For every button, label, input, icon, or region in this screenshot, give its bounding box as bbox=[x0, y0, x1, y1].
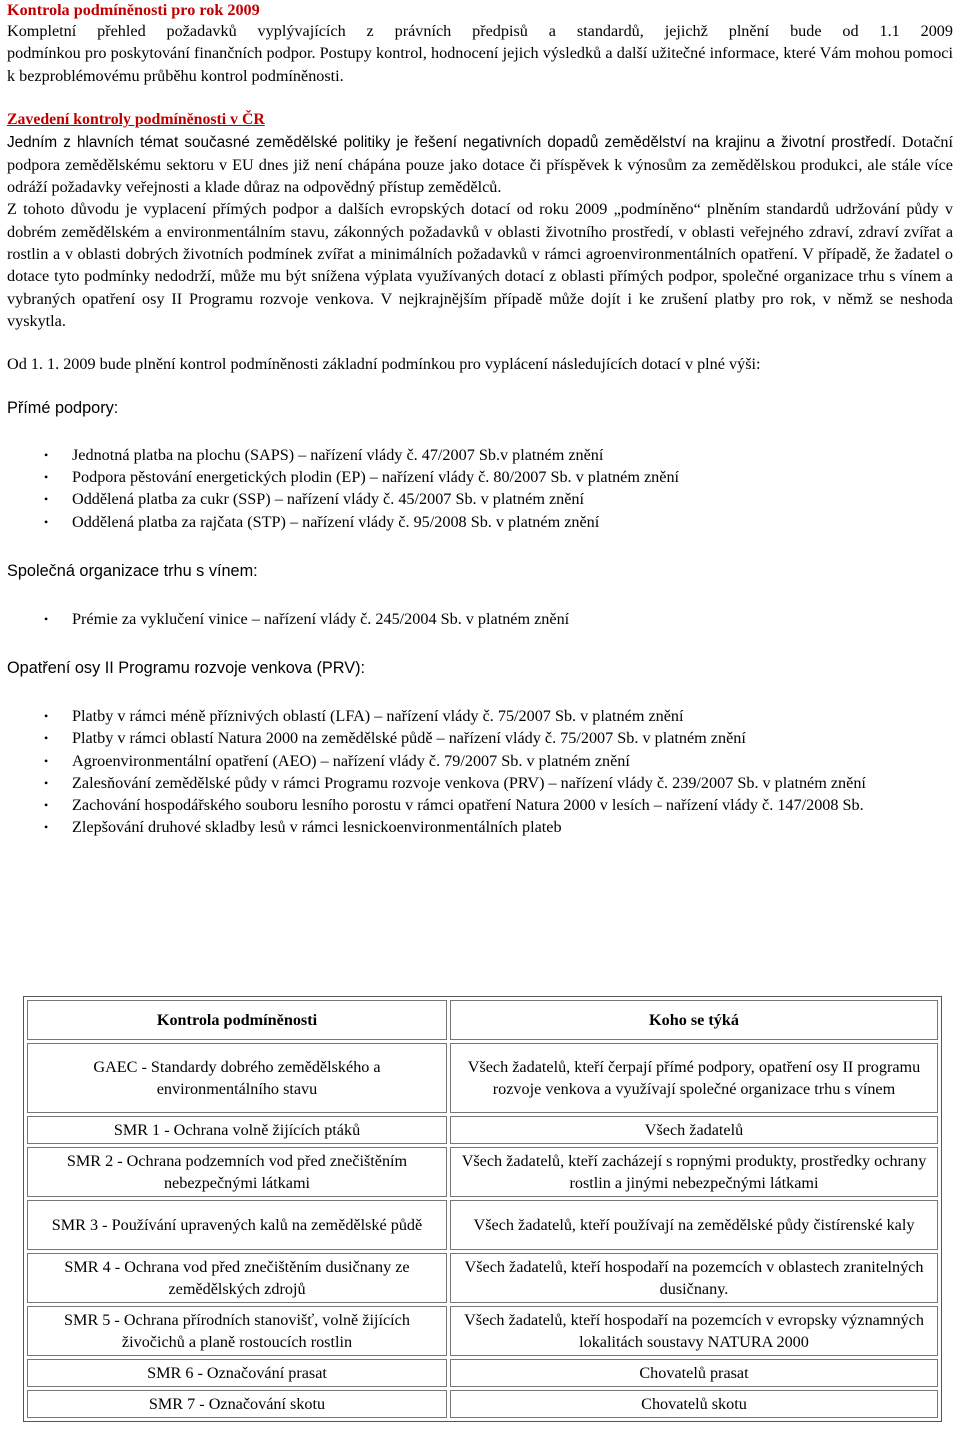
list-item: • Platby v rámci oblastí Natura 2000 na zemědělské půdě – nařízení vlády č. 75/2007 Sb. v platném znění bbox=[7, 727, 953, 749]
direct-heading: Přímé podpory: bbox=[7, 398, 119, 417]
section-title: Zavedení kontroly podmíněnosti v ČR bbox=[7, 110, 265, 128]
control-cell: SMR 2 - Ochrana podzemních vod před znečištěním nebezpečnými látkami bbox=[27, 1147, 447, 1197]
table-row bbox=[27, 1306, 938, 1356]
direct-list bbox=[7, 444, 953, 533]
header-applies-to: Koho se týká bbox=[450, 1000, 938, 1040]
list-item: • Podpora pěstování energetických plodin (EP) – nařízení vlády č. 80/2007 Sb. v platném znění bbox=[7, 466, 953, 488]
control-cell: SMR 1 - Ochrana volně žijících ptáků bbox=[27, 1116, 447, 1144]
applies-cell: Všech žadatelů, kteří hospodaří na pozemcích v oblastech zranitelných dusičnany. bbox=[450, 1253, 938, 1303]
intro-paragraph bbox=[7, 20, 953, 87]
from-date-text: Od 1. 1. 2009 bude plnění kontrol podmíněnosti základní podmínkou pro vyplácení následujících dotací v plné výši: bbox=[7, 355, 761, 374]
list-item: • Prémie za vyklučení vinice – nařízení vlády č. 245/2004 Sb. v platném znění bbox=[7, 608, 953, 630]
applies-cell: Chovatelů prasat bbox=[450, 1359, 938, 1387]
table-header-row bbox=[27, 1000, 938, 1040]
applies-cell: Chovatelů skotu bbox=[450, 1390, 938, 1418]
document-content bbox=[7, 0, 953, 839]
control-cell: SMR 7 - Označování skotu bbox=[27, 1390, 447, 1418]
applies-cell: Všech žadatelů, kteří používají na zemědělské půdy čistírenské kaly bbox=[450, 1200, 938, 1250]
table-row bbox=[27, 1147, 938, 1197]
list-item: • Agroenvironmentální opatření (AEO) – nařízení vlády č. 79/2007 Sb. v platném znění bbox=[7, 750, 953, 772]
intro-rest: podmínkou pro poskytování finančních podpor. Postupy kontrol, hodnocení jejich výsledků a další užitečné informace, které Vám mohou pomoci k bezproblémovému průběhu kontrol podmíněnosti. bbox=[7, 44, 953, 85]
list-item: • Platby v rámci méně příznivých oblastí (LFA) – nařízení vlády č. 75/2007 Sb. v platném znění bbox=[7, 705, 953, 727]
intro-line-1: Kompletní přehled požadavků vyplývajících z právních předpisů a standardů, jejichž plnění bude od 1.1 2009 bbox=[7, 22, 953, 40]
list-item: • Zachování hospodářského souboru lesního porostu v rámci opatření Natura 2000 v lesích – nařízení vlády č. 147/2008 Sb. bbox=[7, 794, 953, 816]
control-cell: SMR 5 - Ochrana přírodních stanovišť, volně žijících živočichů a planě rostoucích rostlin bbox=[27, 1306, 447, 1356]
list-item: • Zalesňování zemědělské půdy v rámci Programu rozvoje venkova (PRV) – nařízení vlády č. 239/2007 Sb. v platném znění bbox=[7, 772, 953, 794]
section-paragraph-2: Z tohoto důvodu je vyplacení přímých podpor a dalších evropských dotací od roku 2009 „podmíněno“ plněním standardů udržování půdy v dobrém zemědělském a environmentálním stavu, zákonných požadavků v oblasti životního prostředí, v oblasti veřejného zdraví, zdraví zvířat a rostlin a v oblasti dobrých životních podmínek zvířat a minimálních požadavků v rámci agroenvironmentálních opatření. V případě, že žadatel o dotace tyto podmínky nedodrží, může mu být snížena výplata využívaných dotací z oblasti přímých podpor, společné organizace trhu s vínem a vybraných opatření osy II Programu rozvoje venkova. V nejkrajnějším případě může dojít i ke zrušení platby pro rok, v němž se neshoda vyskytla. bbox=[7, 200, 953, 330]
table-row bbox=[27, 1116, 938, 1144]
wine-list bbox=[7, 608, 953, 630]
section-paragraph bbox=[7, 131, 953, 199]
table-row bbox=[27, 1359, 938, 1387]
list-item: • Zlepšování druhové skladby lesů v rámci lesnickoenvironmentálních plateb bbox=[7, 816, 953, 838]
applies-cell: Všech žadatelů, kteří zacházejí s ropnými produkty, prostředky ochrany rostlin a jinými nebezpečnými látkami bbox=[450, 1147, 938, 1197]
list-item: • Jednotná platba na plochu (SAPS) – nařízení vlády č. 47/2007 Sb.v platném znění bbox=[7, 444, 953, 466]
sans-text: Jedním z hlavních témat současné zemědělské politiky je řešení negativních dopadů zemědělství na krajinu a životní prostředí. bbox=[7, 133, 896, 151]
document-title: Kontrola podmíněnosti pro rok 2009 bbox=[7, 1, 260, 19]
table-row bbox=[27, 1390, 938, 1418]
table-row bbox=[27, 1200, 938, 1250]
prv-list bbox=[7, 705, 953, 839]
wine-heading: Společná organizace trhu s vínem: bbox=[7, 562, 258, 581]
table-row bbox=[27, 1253, 938, 1303]
prv-heading: Opatření osy II Programu rozvoje venkova (PRV): bbox=[7, 658, 366, 677]
applies-cell: Všech žadatelů, kteří hospodaří na pozemcích v evropsky významných lokalitách soustavy NATURA 2000 bbox=[450, 1306, 938, 1356]
conditionality-table bbox=[23, 996, 942, 1422]
control-cell: SMR 4 - Ochrana vod před znečištěním dusičnany ze zemědělských zdrojů bbox=[27, 1253, 447, 1303]
serif-text-1: Dotační podpora zemědělskému sektoru v EU dnes již není chápána pouze jako dotace či příspěvek k výnosům za zemědělskou produkci, ale stále více odráží požadavky veřejnosti a klade důraz na odpovědný přístup zemědělců. bbox=[7, 132, 953, 197]
table-row bbox=[27, 1043, 938, 1113]
header-control: Kontrola podmíněnosti bbox=[27, 1000, 447, 1040]
list-item: • Oddělená platba za cukr (SSP) – nařízení vlády č. 45/2007 Sb. v platném znění bbox=[7, 488, 953, 510]
control-cell: GAEC - Standardy dobrého zemědělského a environmentálního stavu bbox=[27, 1043, 447, 1113]
applies-cell: Všech žadatelů bbox=[450, 1116, 938, 1144]
control-cell: SMR 6 - Označování prasat bbox=[27, 1359, 447, 1387]
control-cell: SMR 3 - Používání upravených kalů na zemědělské půdě bbox=[27, 1200, 447, 1250]
list-item: • Oddělená platba za rajčata (STP) – nařízení vlády č. 95/2008 Sb. v platném znění bbox=[7, 511, 953, 533]
applies-cell: Všech žadatelů, kteří čerpají přímé podpory, opatření osy II programu rozvoje venkova a využívají společné organizace trhu s vínem bbox=[450, 1043, 938, 1113]
